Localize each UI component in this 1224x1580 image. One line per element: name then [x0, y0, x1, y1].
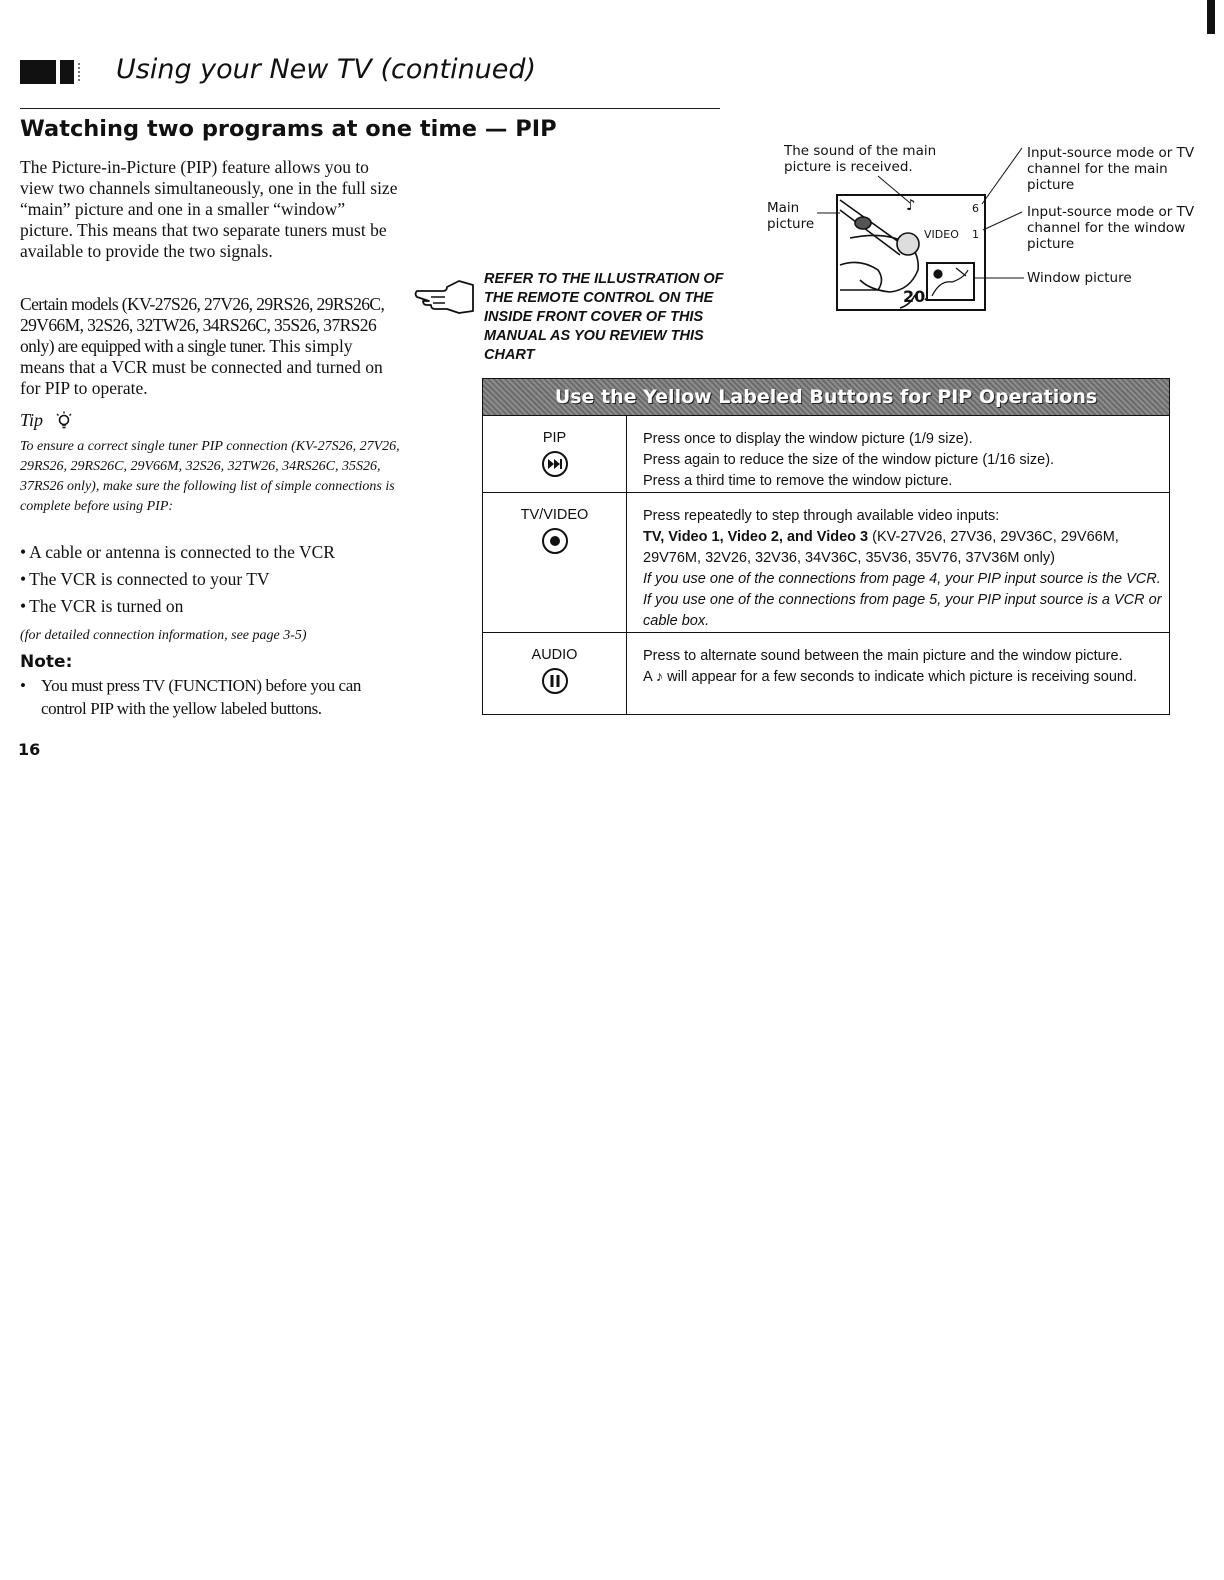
note-label: Note: — [20, 652, 73, 672]
connection-info-note: (for detailed connection information, see page 3-5) — [20, 628, 307, 643]
single-tuner-models: Certain models (KV-27S26, 27V26, 29RS26, 29RS26C, 29V66M, 32S26, 32TW26, 34RS26C, 35S26, 37RS26 only) are equipped with a single tuner. — [20, 294, 385, 356]
pointing-hand-icon — [413, 277, 475, 317]
description-cell — [627, 633, 1169, 714]
button-cell — [483, 493, 627, 632]
score-number: 20 — [903, 287, 926, 306]
description-cell — [627, 416, 1169, 492]
single-tuner-rest: This simply means that a VCR must be connected and turned on for PIP to operate. — [20, 336, 383, 398]
main-source-label: Input-source mode or TV channel for the main picture — [1027, 145, 1195, 193]
pip-desc-line: Press again to reduce the size of the window picture (1/16 size). — [643, 452, 1055, 468]
pip-button-label: PIP — [542, 430, 567, 446]
tv-video-button-label: TV/VIDEO — [520, 507, 589, 523]
fast-forward-icon — [541, 450, 569, 478]
tip-heading — [20, 410, 73, 431]
refer-to-remote-note: REFER TO THE ILLUSTRATION OF THE REMOTE CONTROL ON THE INSIDE FRONT COVER OF THIS MANUAL AS YOU REVIEW THIS CHART — [484, 271, 724, 363]
button-cell — [483, 416, 627, 492]
description-cell — [627, 493, 1169, 632]
intro-paragraph: The Picture-in-Picture (PIP) feature allows you to view two channels simultaneously, one in the full size “main” picture and one in a smaller “window” picture. This means that two separate tuners must be available to provide the two signals. — [20, 157, 398, 261]
pip-screen-diagram — [760, 140, 1050, 320]
pip-desc-line: Press once to display the window picture (1/9 size). — [643, 431, 973, 447]
tv-video-inputs — [643, 527, 1169, 569]
pip-operations-table — [482, 378, 1170, 715]
pause-icon — [541, 667, 569, 695]
audio-button-label: AUDIO — [531, 647, 578, 663]
table-header — [483, 379, 1169, 416]
audio-desc-line: A ♪ will appear for a few seconds to indicate which picture is receiving sound. — [643, 669, 1138, 685]
table-row — [483, 633, 1169, 714]
main-picture-label: Main picture — [767, 200, 815, 232]
tip-text: To ensure a correct single tuner PIP connection (KV-27S26, 27V26, 29RS26, 29RS26C, 29V66M, 32S26, 32TW26, 34RS26C, 35S26, 37RS26 only), make sure the following list of simple connections is complete before using PIP: — [20, 439, 400, 514]
pip-desc-line: Press a third time to remove the window picture. — [643, 473, 953, 489]
tv-video-inputs-bold: TV, Video 1, Video 2, and Video 3 — [643, 529, 869, 545]
note-text: You must press TV (FUNCTION) before you can control PIP with the yellow labeled buttons. — [41, 676, 361, 718]
window-source-label: Input-source mode or TV channel for the window picture — [1027, 204, 1195, 252]
osd-video-number: 1 — [972, 228, 979, 241]
window-picture-label: Window picture — [1027, 270, 1132, 286]
page-number: 16 — [18, 740, 41, 759]
audio-desc-line: Press to alternate sound between the main picture and the window picture. — [643, 648, 1123, 664]
header-rule — [20, 108, 720, 109]
page-edge-mark — [1207, 0, 1215, 34]
tip-label: Tip — [20, 410, 44, 430]
record-dot-icon — [541, 527, 569, 555]
table-header-text: Use the Yellow Labeled Buttons for PIP Operations — [554, 386, 1098, 408]
list-item: • A cable or antenna is connected to the VCR — [20, 541, 335, 568]
list-item: • The VCR is connected to your TV — [20, 568, 335, 595]
list-item: • The VCR is turned on — [20, 595, 335, 622]
header-blocks — [20, 60, 86, 84]
sound-label: The sound of the main picture is received. — [784, 143, 937, 175]
sound-note-icon: ♪ — [906, 196, 916, 214]
single-tuner-paragraph — [20, 294, 400, 399]
lightbulb-icon — [55, 411, 73, 431]
tip-bullet-list — [20, 541, 335, 622]
tv-video-italic-note: If you use one of the connections from page 4, your PIP input source is the VCR. If you use one of the connections from page 5, your PIP input source is a VCR or cable box. — [643, 571, 1162, 629]
main-channel-number: 6 — [972, 202, 979, 215]
tv-video-models: (KV-27V26, 27V36, 29V36C, 29V66M, 29V76M, 32V26, 32V36, 34V36C, 35V36, 35V76, 37V36M only) — [643, 529, 1119, 566]
section-title: Watching two programs at one time — PIP — [20, 116, 557, 142]
table-row — [483, 416, 1169, 493]
table-row — [483, 493, 1169, 633]
note-item: • You must press TV (FUNCTION) before you can control PIP with the yellow labeled buttons. — [20, 674, 400, 720]
tv-video-desc-line: Press repeatedly to step through available video inputs: — [643, 508, 1000, 524]
button-cell — [483, 633, 627, 714]
page-header-title: Using your New TV (continued) — [116, 54, 537, 85]
osd-video-label: VIDEO — [924, 228, 959, 241]
